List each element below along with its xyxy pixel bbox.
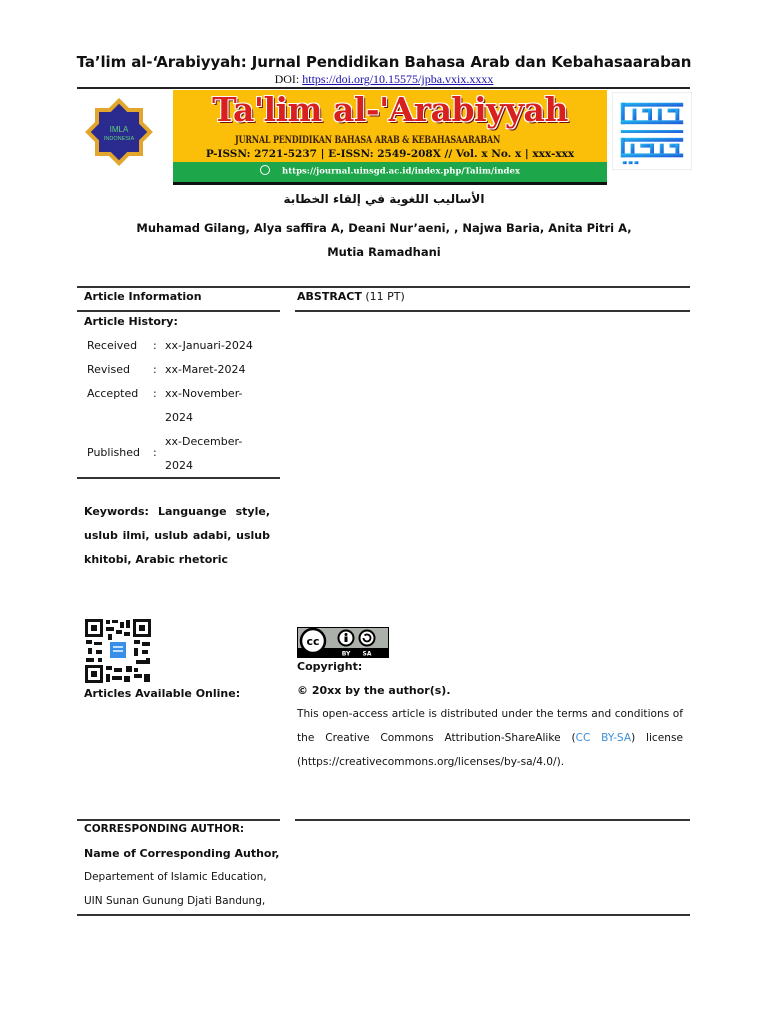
corresponding-author-name: Name of Corresponding Author, <box>84 847 280 860</box>
doi-label: DOI: <box>274 72 303 86</box>
svg-text:SA: SA <box>362 650 372 657</box>
page-bottom-rule <box>77 914 690 916</box>
copyright-year: © 20xx by the author(s). <box>297 684 451 697</box>
abstract-label: ABSTRACT <box>297 290 362 303</box>
history-value: xx-December-2024 <box>165 435 243 472</box>
license-statement <box>297 702 683 774</box>
history-label: Published <box>87 446 140 459</box>
creative-commons-icon <box>298 628 388 657</box>
history-value: xx-Maret-2024 <box>165 363 246 376</box>
license-text-before: This open-access article is distributed under the terms and conditions of the Creative Commons Attribution-ShareAlike ( <box>297 708 683 744</box>
left-column-rule <box>77 310 280 312</box>
history-colon: : <box>153 446 157 459</box>
qr-code-icon[interactable] <box>84 618 152 684</box>
corresponding-author-heading: CORRESPONDING AUTHOR: <box>84 823 245 835</box>
banner-url[interactable] <box>173 166 607 177</box>
banner-url-text[interactable]: https://journal.uinsgd.ac.id/index.php/Talim/index <box>282 166 520 177</box>
banner-issn: P-ISSN: 2721-5237 | E-ISSN: 2549-208X // Vol. x No. x | xxx-xxx <box>205 148 575 160</box>
svg-text:INDONESIA: INDONESIA <box>103 136 135 142</box>
section-top-rule <box>77 286 690 288</box>
history-colon: : <box>153 363 157 376</box>
cc-by-sa-link[interactable]: CC BY-SA <box>575 732 632 744</box>
corresponding-left-rule <box>77 819 280 821</box>
abstract-heading <box>297 290 405 303</box>
banner-subtitle: JURNAL PENDIDIKAN BAHASA ARAB & KEBAHASAARABAN <box>235 132 501 146</box>
globe-icon <box>260 165 270 175</box>
corresponding-right-rule <box>295 819 690 821</box>
imla-indonesia-logo-icon <box>80 96 158 168</box>
article-history-heading: Article History: <box>84 315 178 328</box>
banner-bottom-rule <box>173 182 607 185</box>
corresponding-author-department: Departement of Islamic Education, <box>84 871 267 883</box>
svg-text:cc: cc <box>306 635 320 648</box>
corresponding-author-university: UIN Sunan Gunung Djati Bandung, <box>84 895 266 907</box>
history-colon: : <box>153 339 157 352</box>
abstract-size-note: (11 PT) <box>361 290 405 303</box>
articles-available-online: Articles Available Online: <box>84 687 241 700</box>
kufic-calligraphy-logo-icon <box>612 92 692 170</box>
copyright-label: Copyright: <box>297 660 363 673</box>
license-text-after: ) license (https://creativecommons.org/licenses/by-sa/4.0/). <box>297 732 683 768</box>
doi-line <box>0 72 768 87</box>
banner-journal-name: Ta'lim al-'Arabiyyah <box>212 90 568 129</box>
history-bottom-rule <box>77 477 280 479</box>
journal-banner <box>173 90 607 185</box>
svg-text:BY: BY <box>341 650 351 657</box>
cc-by-sa-badge[interactable] <box>297 627 389 658</box>
svg-text:IMLA: IMLA <box>109 125 129 134</box>
article-information-heading: Article Information <box>84 290 202 303</box>
keywords: Keywords: Languange style, uslub ilmi, uslub adabi, uslub khitobi, Arabic rhetoric <box>84 505 270 566</box>
history-label: Accepted <box>87 387 139 400</box>
author-list: Muhamad Gilang, Alya saffira A, Deani Nur’aeni, , Najwa Baria, Anita Pitri A, Mutia Ramadhani <box>136 221 632 259</box>
history-label: Received <box>87 339 138 352</box>
history-label: Revised <box>87 363 130 376</box>
history-colon: : <box>153 387 157 400</box>
header-rule <box>77 87 690 89</box>
journal-title: Ta’lim al-‘Arabiyyah: Jurnal Pendidikan Bahasa Arab dan Kebahasaaraban <box>76 53 692 71</box>
history-value: xx-November-2024 <box>165 387 243 424</box>
doi-link[interactable]: https://doi.org/10.15575/jpba.vxix.xxxx <box>302 72 494 86</box>
history-value: xx-Januari-2024 <box>165 339 253 352</box>
arabic-article-title: الأساليب اللغوية في إلقاء الخطابة <box>283 192 485 206</box>
right-column-rule <box>295 310 690 312</box>
